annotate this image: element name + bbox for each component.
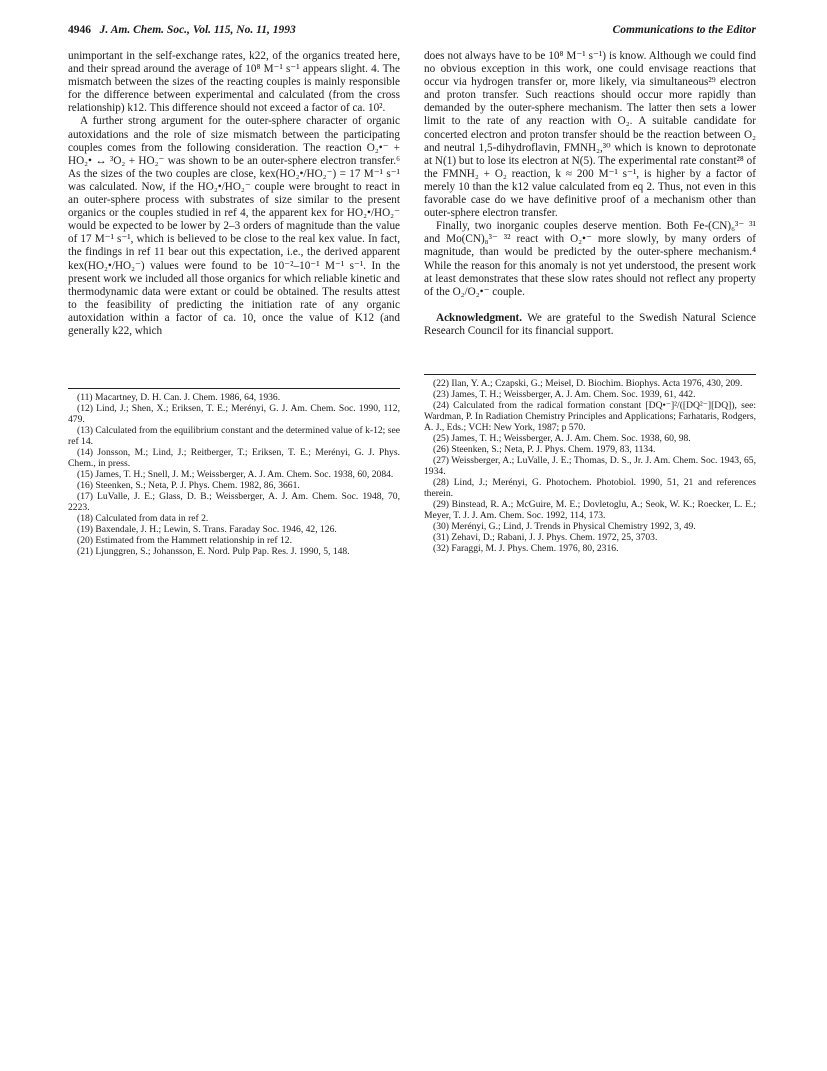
page-number: 4946 bbox=[68, 24, 91, 36]
acknowledgment-text: We are grateful to the Swedish Natural Science Research Council for its financial support. bbox=[424, 311, 756, 337]
reference-item: (16) Steenken, S.; Neta, P. J. Phys. Chem. 1982, 86, 3661. bbox=[77, 480, 300, 491]
reference-item: (11) Macartney, D. H. Can. J. Chem. 1986, 64, 1936. bbox=[77, 392, 281, 403]
volume-issue: Vol. 115, No. 11, 1993 bbox=[192, 24, 296, 36]
references-left bbox=[68, 392, 400, 557]
left-reference-rule bbox=[68, 388, 400, 389]
reference-item: (18) Calculated from data in ref 2. bbox=[77, 513, 209, 524]
reference-item: (17) LuValle, J. E.; Glass, D. B.; Weissberger, A. J. Am. Chem. Soc. 1948, 70, 2223. bbox=[68, 491, 400, 513]
journal-name: J. Am. Chem. Soc., bbox=[99, 24, 190, 36]
reference-item: (15) James, T. H.; Snell, J. M.; Weissberger, A. J. Am. Chem. Soc. 1938, 60, 2084. bbox=[77, 469, 394, 480]
section-title: Communications to the Editor bbox=[612, 24, 756, 36]
reference-item: (26) Steenken, S.; Neta, P. J. Phys. Chem. 1979, 83, 1134. bbox=[433, 444, 656, 455]
reference-item: (23) James, T. H.; Weissberger, A. J. Am. Chem. Soc. 1939, 61, 442. bbox=[433, 389, 696, 400]
reference-item: (30) Merényi, G.; Lind, J. Trends in Physical Chemistry 1992, 3, 49. bbox=[433, 521, 696, 532]
reference-item: (31) Zehavi, D.; Rabani, J. J. Phys. Chem. 1972, 25, 3703. bbox=[433, 532, 658, 543]
right-reference-rule bbox=[424, 374, 756, 375]
left-paragraph-2: A further strong argument for the outer-sphere character of organic autoxidations and the role of size mismatch between the participating couples comes from the following consideration. The reaction O₂•⁻ + HO₂• ↔ ³O₂ + HO₂⁻ was shown to be an outer-sphere electron transfer.⁶ As the sizes of the two couples are close, kex(HO₂•/HO₂⁻) = 17 M⁻¹ s⁻¹ was calculated. Now, if the HO₂•/HO₂⁻ couple were brought to react in an outer-sphere process with substrates of size similar to the present organics or the couples studied in ref 4, the apparent kex for HO₂•/HO₂⁻ would be expected to be lower by 2–3 orders of magnitude than the value of 17 M⁻¹ s⁻¹, which is believed to be close to the real kex value. In fact, the findings in ref 11 bear out this expectation, i.e., the derived apparent kex(HO₂•/HO₂⁻) values were found to be 10⁻²–10⁻¹ M⁻¹ s⁻¹. In the present work we included all those organics for which reliable kinetic and thermodynamic data were extant or could be obtained. The results attest to the feasibility of predicting the initiation rate of any organic autoxidation within a factor of ca. 10, once the value of K12 (and generally k22, which bbox=[68, 115, 400, 337]
right-paragraph-2: Finally, two inorganic couples deserve mention. Both Fe-(CN)₆³⁻ ³¹ and Mo(CN)₈³⁻ ³² react with O₂•⁻ more slowly, by many orders of magnitude, than would be predicted by the outer-sphere mechanism.⁴ While the reason for this anomaly is not yet understood, the present work at least demonstrates that these slow rates should not reflect any property of the O₂/O₂•⁻ couple. bbox=[424, 220, 756, 298]
acknowledgment bbox=[424, 312, 756, 338]
right-paragraph-1: does not always have to be 10⁸ M⁻¹ s⁻¹) is know. Although we could find no obvious exception in this work, one could envisage reactions that occur via hydrogen transfer or, more likely, via simultaneous²⁹ electron and proton transfer. Such reactions should occur more rapidly than demanded by the outer-sphere mechanism. The latter then sets a lower limit to the rate of any reaction with O₂. A suitable candidate for concerted electron and proton transfer should be the reaction between O₂ and neutral 1,5-dihydroflavin, FMNH₂,³⁰ which is known to deprotonate at N(1) but to lose its electron at N(5). The experimental rate constant²⁸ of the FMNH₂ + O₂ reaction, k ≈ 200 M⁻¹ s⁻¹, is higher by a factor of merely 10 than the k12 value calculated from eq 2. Thus, not even in this favorable case do we have definitive proof of a mechanism other than outer-sphere electron transfer. bbox=[424, 50, 756, 220]
reference-item: (20) Estimated from the Hammett relationship in ref 12. bbox=[77, 535, 293, 546]
reference-item: (29) Binstead, R. A.; McGuire, M. E.; Dovletoglu, A.; Seok, W. K.; Roecker, L. E.; Meyer, T. J. J. Am. Chem. Soc. 1992, 114, 173. bbox=[424, 499, 756, 521]
header-left bbox=[68, 24, 296, 36]
running-header bbox=[68, 24, 756, 40]
left-paragraph-1: unimportant in the self-exchange rates, k22, of the organics treated here, and their spread around the average of 10⁸ M⁻¹ s⁻¹ appears slight. 4. The mismatch between the sizes of the reacting couples is mainly responsible for the difference between experimental and calculated (from the cross relationship) k12. This difference should not exceed a factor of ca. 10². bbox=[68, 50, 400, 115]
reference-item: (28) Lind, J.; Merényi, G. Photochem. Photobiol. 1990, 51, 21 and references therein. bbox=[424, 477, 756, 499]
right-text-column bbox=[424, 50, 756, 338]
reference-item: (24) Calculated from the radical formation constant [DQ•⁻]²/([DQ²⁻][DQ]), see: Wardman, P. In Radiation Chemistry Principles and Applications; Farhataris, Rodgers, A. J., Eds.; VCH: New York, 1987; p 570. bbox=[424, 400, 756, 433]
reference-item: (27) Weissberger, A.; LuValle, J. E.; Thomas, D. S., Jr. J. Am. Chem. Soc. 1943, 65, 1934. bbox=[424, 455, 756, 477]
reference-item: (12) Lind, J.; Shen, X.; Eriksen, T. E.; Merényi, G. J. Am. Chem. Soc. 1990, 112, 479. bbox=[68, 403, 400, 425]
acknowledgment-heading: Acknowledgment. bbox=[436, 311, 523, 324]
references-right bbox=[424, 378, 756, 554]
reference-item: (19) Baxendale, J. H.; Lewin, S. Trans. Faraday Soc. 1946, 42, 126. bbox=[77, 524, 337, 535]
reference-item: (25) James, T. H.; Weissberger, A. J. Am. Chem. Soc. 1938, 60, 98. bbox=[433, 433, 691, 444]
reference-item: (13) Calculated from the equilibrium constant and the determined value of k-12; see ref 14. bbox=[68, 425, 400, 447]
left-text-column bbox=[68, 50, 400, 338]
reference-item: (14) Jonsson, M.; Lind, J.; Reitberger, T.; Eriksen, T. E.; Merényi, G. J. Phys. Chem., in press. bbox=[68, 447, 400, 469]
reference-item: (21) Ljunggren, S.; Johansson, E. Nord. Pulp Pap. Res. J. 1990, 5, 148. bbox=[77, 546, 350, 557]
reference-item: (22) Ilan, Y. A.; Czapski, G.; Meisel, D. Biochim. Biophys. Acta 1976, 430, 209. bbox=[433, 378, 743, 389]
reference-item: (32) Faraggi, M. J. Phys. Chem. 1976, 80, 2316. bbox=[433, 543, 619, 554]
